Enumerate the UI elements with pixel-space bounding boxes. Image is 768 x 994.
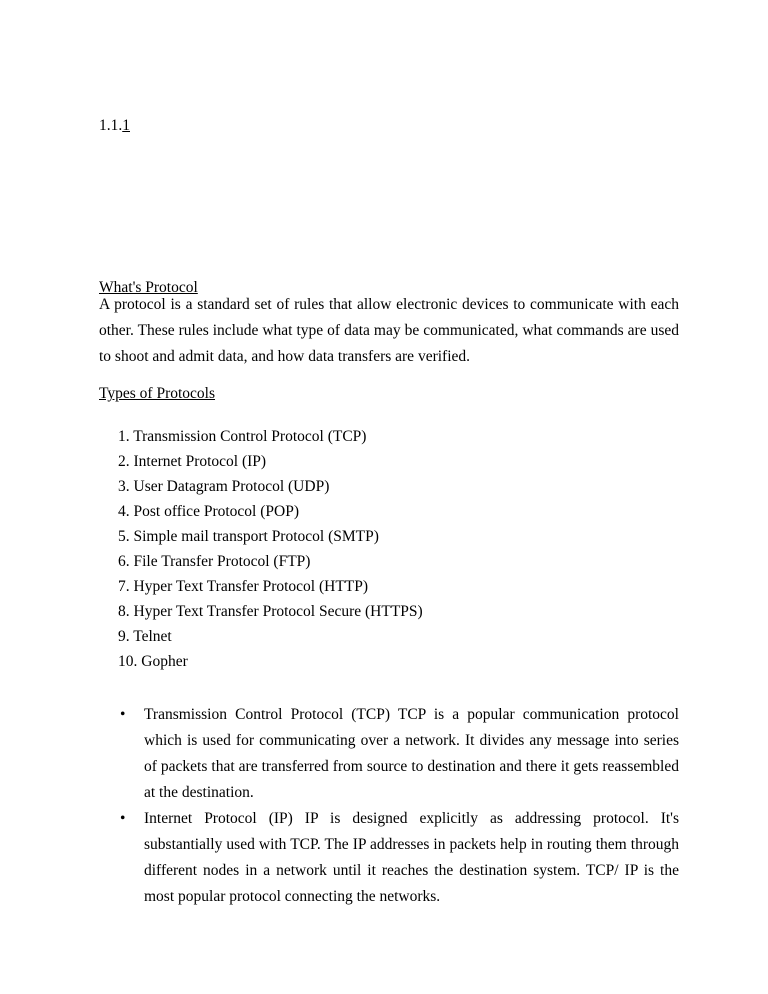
protocol-descriptions-list <box>118 702 679 910</box>
section-title-whats-protocol: What's Protocol <box>99 279 198 296</box>
list-item: 9. Telnet <box>118 628 172 645</box>
bullet-item-ip <box>118 806 679 910</box>
bullet-icon: • <box>120 810 126 827</box>
list-item: 8. Hyper Text Transfer Protocol Secure (HTTPS) <box>118 603 423 620</box>
bullet-icon: • <box>120 706 126 723</box>
section-number-heading <box>99 116 130 136</box>
protocol-types-list <box>118 424 423 674</box>
list-item: 4. Post office Protocol (POP) <box>118 503 299 520</box>
bullet-text-tcp: Transmission Control Protocol (TCP) TCP is a popular communication protocol which is used for communicating over a network. It divides any message into series of packets that are transferred from source to destination and there it gets reassembled at the destination. <box>144 706 679 801</box>
list-item: 5. Simple mail transport Protocol (SMTP) <box>118 528 379 545</box>
list-item: 7. Hyper Text Transfer Protocol (HTTP) <box>118 578 369 595</box>
section-number-prefix: 1.1. <box>99 117 123 134</box>
bullet-item-tcp <box>118 702 679 806</box>
intro-paragraph: A protocol is a standard set of rules that allow electronic devices to communicate with each other. These rules include what type of data may be communicated, what commands are used to shoot and admit data, and how data transfers are verified. <box>99 296 679 365</box>
section-number-underlined: 1 <box>122 117 130 134</box>
list-item: 6. File Transfer Protocol (FTP) <box>118 553 311 570</box>
list-item: 10. Gopher <box>118 653 188 670</box>
bullet-text-ip: Internet Protocol (IP) IP is designed explicitly as addressing protocol. It's substantially used with TCP. The IP addresses in packets help in routing them through different nodes in a network until it reaches the destination system. TCP/ IP is the most popular protocol connecting the networks. <box>144 810 679 905</box>
section-title-types-of-protocols: Types of Protocols <box>99 385 216 402</box>
list-item: 3. User Datagram Protocol (UDP) <box>118 478 330 495</box>
list-item: 2. Internet Protocol (IP) <box>118 453 267 470</box>
list-item: 1. Transmission Control Protocol (TCP) <box>118 428 367 445</box>
